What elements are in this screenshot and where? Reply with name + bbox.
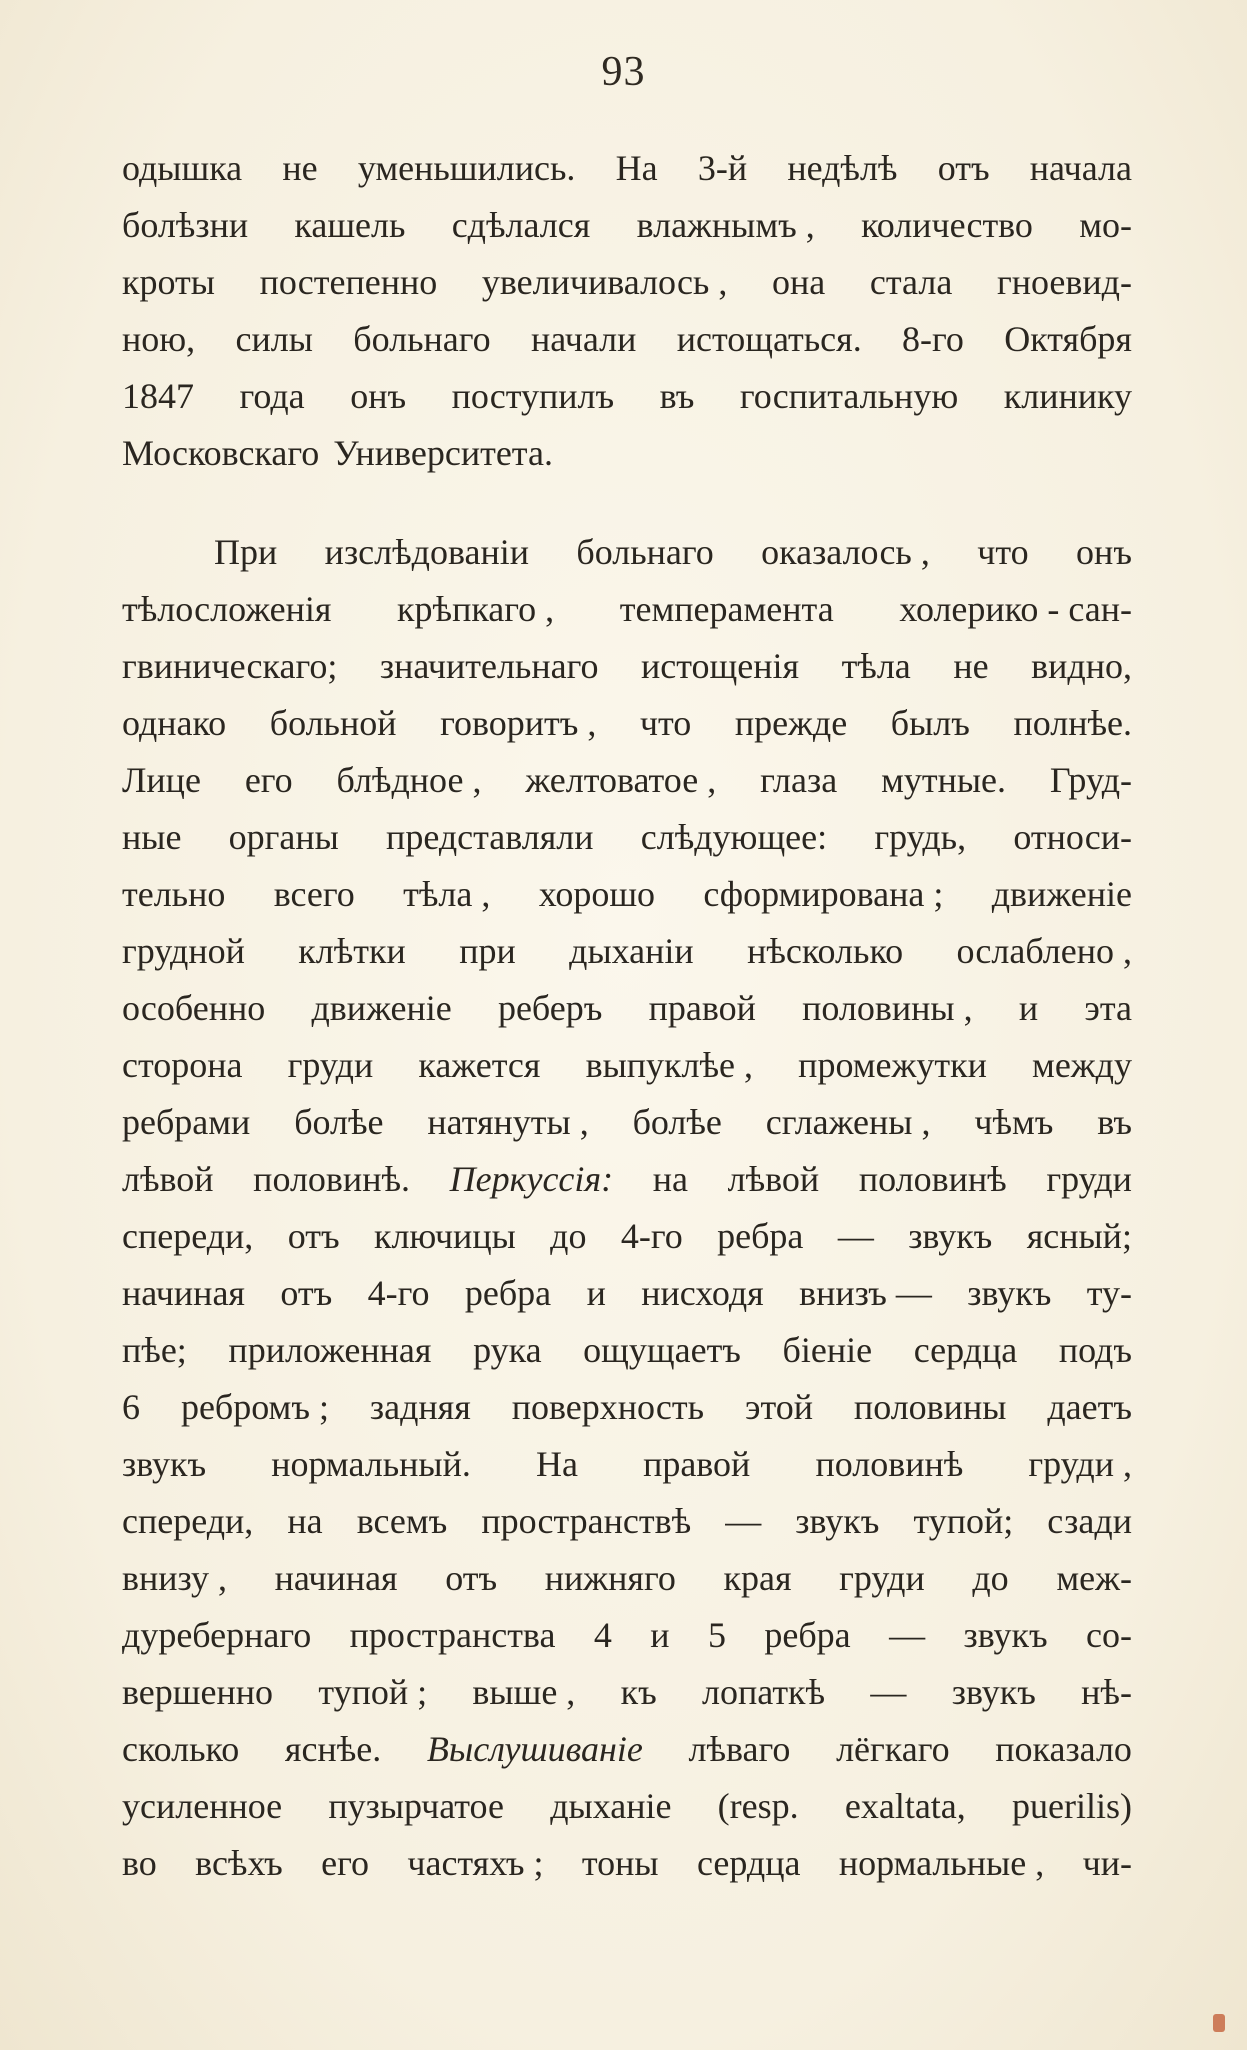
word: поверхность	[511, 1387, 705, 1427]
word: нѣсколько	[747, 931, 904, 971]
word: 4-го	[367, 1273, 430, 1313]
word: нормальный.	[271, 1444, 471, 1484]
word: одышка	[122, 148, 243, 188]
word: 1847	[122, 376, 194, 416]
word: —	[725, 1501, 762, 1541]
word: онъ	[1076, 532, 1132, 572]
word: силы	[235, 319, 313, 359]
word: дыханіе	[550, 1786, 672, 1826]
word: гвиническаго;	[122, 646, 338, 686]
word: груди	[287, 1045, 374, 1085]
word: не	[282, 148, 318, 188]
word: exaltata,	[844, 1786, 966, 1826]
word: отъ	[937, 148, 990, 188]
word: клинику	[1003, 376, 1132, 416]
word: кашель	[294, 205, 406, 245]
word: истощенія	[641, 646, 800, 686]
word: усиленное	[122, 1786, 283, 1826]
word: 8-го	[902, 319, 964, 359]
word: дуребернаго	[122, 1615, 312, 1655]
word: до	[972, 1558, 1009, 1598]
word: и	[586, 1273, 606, 1313]
word: При	[214, 532, 278, 572]
text-line	[122, 425, 1132, 482]
text-line	[122, 1151, 1132, 1208]
word: показало	[995, 1729, 1132, 1769]
word: крѣпкаго ,	[397, 589, 555, 629]
word: онъ	[350, 376, 407, 416]
text-line	[122, 980, 1132, 1037]
word: тѣла	[841, 646, 911, 686]
word: пространства	[349, 1615, 556, 1655]
paragraph-gap	[122, 482, 1132, 524]
word: болѣзни	[122, 205, 249, 245]
word: (resp.	[717, 1786, 799, 1826]
word: нормальные ,	[838, 1843, 1045, 1883]
word: —	[870, 1672, 907, 1712]
word: звукъ	[967, 1273, 1052, 1313]
word: къ	[620, 1672, 657, 1712]
word: половины	[853, 1387, 1007, 1427]
text-line	[122, 254, 1132, 311]
word: внизъ —	[799, 1273, 932, 1313]
word: ною,	[122, 319, 196, 359]
word: ребра	[764, 1615, 851, 1655]
word: тупой;	[913, 1501, 1014, 1541]
word: болѣе	[294, 1102, 384, 1142]
word: сдѣлался	[451, 205, 591, 245]
word: 3-й	[697, 148, 748, 188]
word: ослаблено ,	[956, 931, 1132, 971]
word: отъ	[287, 1216, 340, 1256]
text-line	[122, 1835, 1132, 1892]
word: частяхъ ;	[407, 1843, 544, 1883]
word: его	[321, 1843, 369, 1883]
word: холерико - сан-	[899, 589, 1132, 629]
word: ребрами	[122, 1102, 251, 1142]
word: на	[287, 1501, 323, 1541]
word: года	[239, 376, 305, 416]
word: груди ,	[1028, 1444, 1132, 1484]
word: что	[639, 703, 692, 743]
word: темперамента	[619, 589, 834, 629]
word: клѣтки	[298, 931, 406, 971]
word: звукъ	[122, 1444, 207, 1484]
word: ребра	[464, 1273, 552, 1313]
word: мутные.	[881, 760, 1007, 800]
word: въ	[1097, 1102, 1132, 1142]
word: постепенно	[259, 262, 438, 302]
word: гноевид-	[996, 262, 1132, 302]
word: На	[615, 148, 658, 188]
word: эта	[1084, 988, 1132, 1028]
word: сформирована ;	[703, 874, 944, 914]
text-line	[122, 1094, 1132, 1151]
word: истощаться.	[676, 319, 862, 359]
text-line	[122, 1037, 1132, 1094]
word: выше ,	[472, 1672, 576, 1712]
word: нѣ-	[1081, 1672, 1132, 1712]
word: звукъ	[963, 1615, 1048, 1655]
word: половинѣ.	[253, 1159, 411, 1199]
text-line	[122, 581, 1132, 638]
word: уменьшились.	[357, 148, 576, 188]
word: мо-	[1079, 205, 1132, 245]
text-line	[122, 1493, 1132, 1550]
word: она	[772, 262, 826, 302]
text-line	[122, 1322, 1132, 1379]
word: пузырчатое	[328, 1786, 504, 1826]
word: ту-	[1086, 1273, 1132, 1313]
word: ные	[122, 817, 182, 857]
text-line	[122, 695, 1132, 752]
word: приложенная	[228, 1330, 432, 1370]
word: ключицы	[373, 1216, 516, 1256]
word: въ	[659, 376, 695, 416]
word: нижняго	[544, 1558, 676, 1598]
word: правой	[648, 988, 756, 1028]
word: ребра	[717, 1216, 804, 1256]
word: 6	[122, 1387, 140, 1427]
text-line	[122, 197, 1132, 254]
word: болѣе	[632, 1102, 722, 1142]
word: глаза	[760, 760, 838, 800]
word: лопаткѣ	[702, 1672, 826, 1712]
word: сердца	[913, 1330, 1018, 1370]
word: между	[1032, 1045, 1132, 1085]
paragraph	[122, 140, 1132, 482]
word: правой	[643, 1444, 751, 1484]
word: прежде	[734, 703, 848, 743]
paper-speck	[1213, 2014, 1225, 2032]
text-line	[122, 1607, 1132, 1664]
word: вершенно	[122, 1672, 273, 1712]
word: хорошо	[538, 874, 656, 914]
word: до	[550, 1216, 587, 1256]
word: движеніе	[311, 988, 452, 1028]
word: края	[723, 1558, 792, 1598]
word: во	[122, 1843, 157, 1883]
word: задняя	[369, 1387, 471, 1427]
word: отъ	[445, 1558, 498, 1598]
word: начали	[530, 319, 637, 359]
word: тельно	[122, 874, 226, 914]
text-line	[122, 1436, 1132, 1493]
word: говоритъ ,	[440, 703, 597, 743]
word: меж-	[1056, 1558, 1132, 1598]
word: начиная	[122, 1273, 245, 1313]
word: поступилъ	[451, 376, 615, 416]
word: госпитальную	[739, 376, 959, 416]
word: относи-	[1013, 817, 1132, 857]
word: всѣхъ	[195, 1843, 283, 1883]
word: нисходя	[641, 1273, 764, 1313]
word: видно,	[1031, 646, 1132, 686]
word: половинѣ	[815, 1444, 964, 1484]
word: дыханіи	[569, 931, 694, 971]
word: лѣвой	[727, 1159, 820, 1199]
word: сердца	[696, 1843, 801, 1883]
word: тѣла ,	[403, 874, 491, 914]
word: груди	[1046, 1159, 1132, 1199]
word: ребромъ ;	[180, 1387, 329, 1427]
word: Выслушиваніе	[426, 1729, 643, 1769]
text-line	[122, 524, 1132, 581]
word: и	[650, 1615, 670, 1655]
word: сглажены ,	[765, 1102, 931, 1142]
word: блѣдное ,	[336, 760, 482, 800]
word: —	[889, 1615, 926, 1655]
text-line	[122, 1208, 1132, 1265]
word: больнаго	[353, 319, 491, 359]
word: спереди,	[122, 1216, 254, 1256]
word: Перкуссія:	[449, 1159, 614, 1199]
word: полнѣе.	[1013, 703, 1132, 743]
text-line	[122, 1265, 1132, 1322]
word: чи-	[1082, 1843, 1132, 1883]
word: половины ,	[802, 988, 973, 1028]
word: стала	[869, 262, 953, 302]
word: звукъ	[908, 1216, 993, 1256]
word: оказалось ,	[761, 532, 930, 572]
word: кроты	[122, 262, 215, 302]
word: и	[1018, 988, 1039, 1028]
word: однако	[122, 703, 227, 743]
word: тѣлосложенія	[122, 589, 332, 629]
word: увеличивалось ,	[481, 262, 728, 302]
word: грудь,	[874, 817, 967, 857]
word: груди	[839, 1558, 925, 1598]
word: —	[837, 1216, 874, 1256]
word: звукъ	[795, 1501, 880, 1541]
word: натянуты ,	[427, 1102, 589, 1142]
text-line	[122, 923, 1132, 980]
word: тоны	[581, 1843, 659, 1883]
word: этой	[745, 1387, 813, 1427]
word: всемъ	[356, 1501, 448, 1541]
word: отъ	[280, 1273, 333, 1313]
word: На	[535, 1444, 578, 1484]
word: половинѣ	[858, 1159, 1007, 1199]
word: значительнаго	[379, 646, 599, 686]
text-line	[122, 368, 1132, 425]
word: Московскаго	[122, 433, 320, 473]
text-line	[122, 1550, 1132, 1607]
word: больнаго	[576, 532, 714, 572]
word: не	[953, 646, 989, 686]
word: слѣдующее:	[640, 817, 828, 857]
word: промежутки	[798, 1045, 987, 1085]
word: 4	[593, 1615, 612, 1655]
word: Университета.	[333, 433, 553, 473]
word: со-	[1086, 1615, 1132, 1655]
word: при	[459, 931, 516, 971]
word: влажнымъ ,	[636, 205, 815, 245]
word: 4-го	[620, 1216, 683, 1256]
word: грудной	[122, 931, 245, 971]
text-line	[122, 1664, 1132, 1721]
text-line	[122, 638, 1132, 695]
text-line	[122, 311, 1132, 368]
word: недѣлѣ	[787, 148, 898, 188]
word: Груд-	[1049, 760, 1132, 800]
word: яснѣе.	[284, 1729, 382, 1769]
word: больной	[269, 703, 397, 743]
word: кажется	[418, 1045, 541, 1085]
word: особенно	[122, 988, 266, 1028]
word: ясный;	[1026, 1216, 1132, 1256]
word: спереди,	[122, 1501, 254, 1541]
word: лѣваго	[688, 1729, 791, 1769]
word: Октября	[1004, 319, 1132, 359]
word: изслѣдованіи	[324, 532, 529, 572]
word: даетъ	[1047, 1387, 1132, 1427]
word: что	[977, 532, 1029, 572]
word: пространствѣ	[481, 1501, 692, 1541]
word: движеніе	[991, 874, 1132, 914]
word: пѣе;	[122, 1330, 187, 1370]
word: чѣмъ	[974, 1102, 1054, 1142]
text-line	[122, 1721, 1132, 1778]
paragraph	[122, 524, 1132, 1892]
word: реберъ	[497, 988, 603, 1028]
word: на	[652, 1159, 689, 1199]
body-text	[122, 140, 1132, 1892]
page-number: 93	[601, 49, 646, 95]
text-line	[122, 1778, 1132, 1835]
word: тупой ;	[318, 1672, 428, 1712]
text-line	[122, 809, 1132, 866]
text-line	[122, 1379, 1132, 1436]
word: желтоватое ,	[525, 760, 717, 800]
text-line	[122, 140, 1132, 197]
word: количество	[861, 205, 1033, 245]
word: звукъ	[951, 1672, 1036, 1712]
word: начала	[1029, 148, 1132, 188]
word: выпуклѣе ,	[585, 1045, 754, 1085]
word: біеніе	[782, 1330, 873, 1370]
word: 5	[707, 1615, 726, 1655]
word: внизу ,	[122, 1558, 227, 1598]
word: начиная	[274, 1558, 398, 1598]
word: лёгкаго	[836, 1729, 950, 1769]
word: сколько	[122, 1729, 240, 1769]
text-line	[122, 752, 1132, 809]
word: Лице	[122, 760, 201, 800]
word: ощущаетъ	[583, 1330, 741, 1370]
word: представляли	[386, 817, 594, 857]
text-line	[122, 866, 1132, 923]
word: подъ	[1058, 1330, 1132, 1370]
word: рука	[473, 1330, 542, 1370]
word: сторона	[122, 1045, 243, 1085]
word: лѣвой	[122, 1159, 214, 1199]
word: его	[244, 760, 293, 800]
word: puerilis)	[1012, 1786, 1132, 1826]
word: сзади	[1047, 1501, 1132, 1541]
word: былъ	[890, 703, 970, 743]
word: всего	[273, 874, 355, 914]
word: органы	[228, 817, 339, 857]
